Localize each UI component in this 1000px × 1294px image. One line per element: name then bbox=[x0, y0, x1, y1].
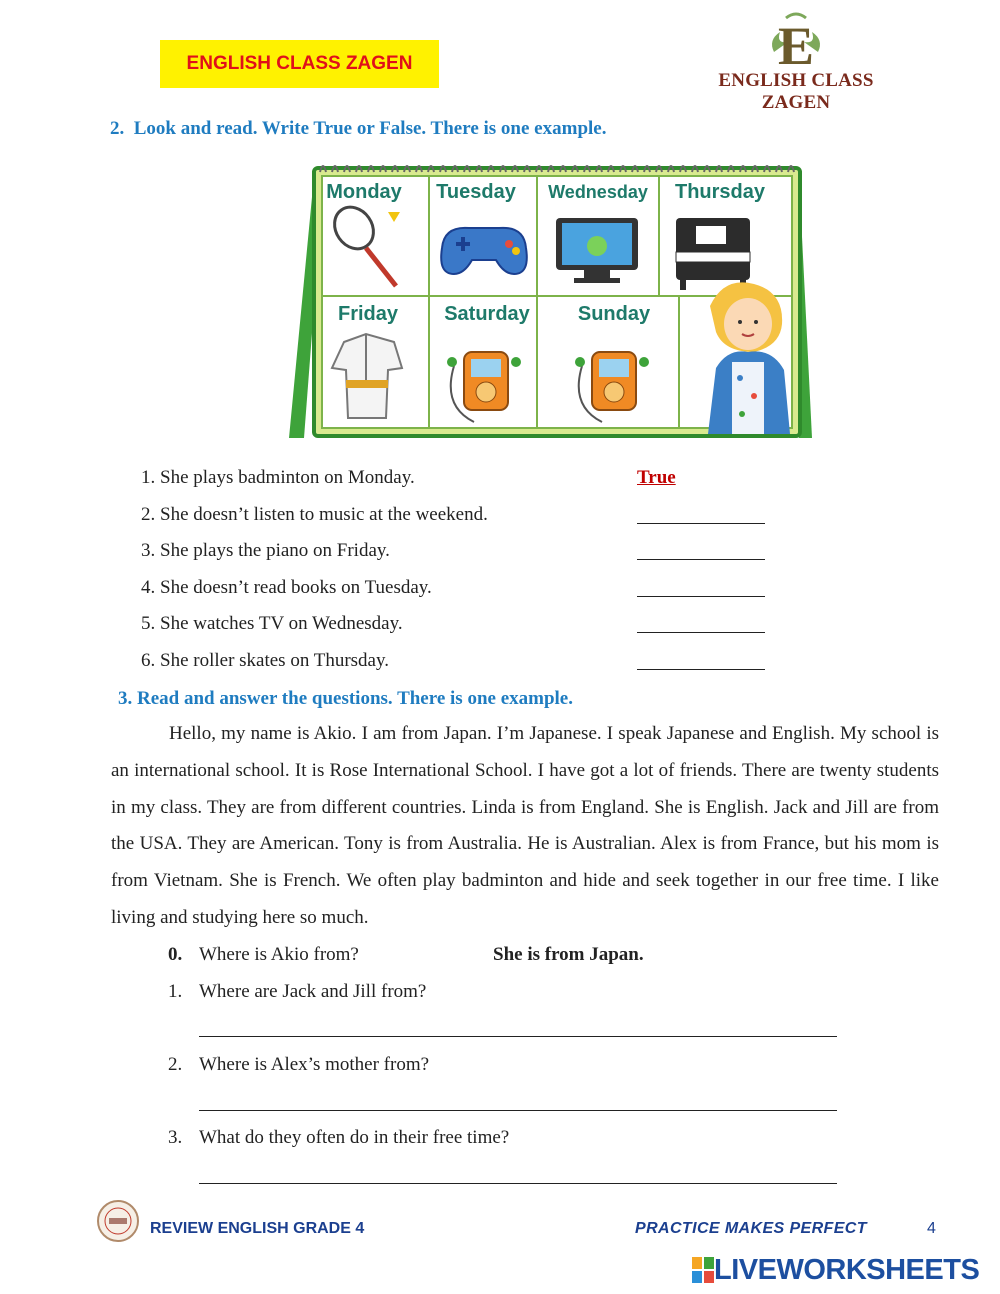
day-label-tuesday: Tuesday bbox=[436, 181, 516, 203]
statement-row bbox=[141, 540, 781, 566]
banner-text: ENGLISH CLASS ZAGEN bbox=[186, 53, 413, 74]
question-row bbox=[168, 1054, 868, 1080]
question-text: Where are Jack and Jill from? bbox=[199, 981, 427, 1002]
reading-passage: Hello, my name is Akio. I am from Japan. I’m Japanese. I speak Japanese and English. My school is an international school. It is Rose International School. I have got a lot of friends. There are twenty students in my class. They are from different countries. Linda is from England. She is English. Jack and Jill are from the USA. They are American. Tony is from Australia. He is Australian. Alex is from France, but his mom is from Vietnam. She is French. We often play badminton and hide and seek together in our free time. I like living and studying here so much. bbox=[111, 723, 939, 928]
statement-text: 4. She doesn’t read books on Tuesday. bbox=[141, 577, 432, 598]
footer-title: REVIEW ENGLISH GRADE 4 bbox=[150, 1220, 365, 1237]
answer-line[interactable] bbox=[199, 1035, 837, 1037]
section-3-heading: 3. Read and answer the questions. There is one example. bbox=[118, 688, 573, 709]
class-logo bbox=[708, 12, 884, 113]
statement-row bbox=[141, 467, 781, 493]
question-text: Where is Alex’s mother from? bbox=[199, 1054, 430, 1075]
statement-row bbox=[141, 577, 781, 603]
statement-text: 6. She roller skates on Thursday. bbox=[141, 650, 390, 671]
day-label-saturday: Saturday bbox=[444, 303, 530, 325]
answer-line[interactable] bbox=[199, 1109, 837, 1111]
example-answer: She is from Japan. bbox=[493, 944, 644, 965]
statement-row bbox=[141, 650, 781, 676]
question-row bbox=[168, 981, 868, 1007]
logo-e-icon bbox=[708, 12, 884, 72]
footer-slogan: PRACTICE MAKES PERFECT bbox=[635, 1220, 867, 1237]
question-number: 1. bbox=[168, 981, 183, 1002]
day-label-wednesday: Wednesday bbox=[548, 182, 648, 202]
header-banner bbox=[160, 40, 439, 88]
liveworksheets-text: LIVEWORKSHEETS bbox=[714, 1253, 980, 1286]
answer-blank[interactable] bbox=[637, 558, 765, 560]
piano-icon bbox=[676, 218, 750, 290]
question-number: 0. bbox=[168, 944, 183, 965]
answer-blank[interactable] bbox=[637, 631, 765, 633]
section-2-number: 2. bbox=[110, 118, 125, 139]
statement-text: 1. She plays badminton on Monday. bbox=[141, 467, 415, 488]
question-number: 2. bbox=[168, 1054, 183, 1075]
question-row bbox=[168, 1127, 868, 1153]
statement-row bbox=[141, 504, 781, 530]
statement-text: 5. She watches TV on Wednesday. bbox=[141, 613, 403, 634]
day-label-friday: Friday bbox=[337, 303, 399, 325]
question-number: 3. bbox=[168, 1127, 183, 1148]
statement-text: 2. She doesn’t listen to music at the weekend. bbox=[141, 504, 488, 525]
page-number: 4 bbox=[927, 1220, 936, 1237]
day-label-thursday: Thursday bbox=[674, 181, 766, 203]
statement-row bbox=[141, 613, 781, 639]
svg-text:E: E bbox=[777, 16, 815, 72]
section-2-heading bbox=[110, 118, 606, 140]
class-seal-icon bbox=[97, 1200, 139, 1242]
example-answer: True bbox=[637, 467, 676, 488]
answer-blank[interactable] bbox=[637, 668, 765, 670]
answer-blank[interactable] bbox=[637, 595, 765, 597]
question-text: What do they often do in their free time? bbox=[199, 1127, 510, 1148]
answer-blank[interactable] bbox=[637, 522, 765, 524]
liveworksheets-icon bbox=[692, 1257, 714, 1283]
day-label-sunday: Sunday bbox=[577, 303, 651, 325]
liveworksheets-logo bbox=[692, 1254, 979, 1286]
question-text: Where is Akio from? bbox=[199, 944, 359, 965]
example-question-row bbox=[168, 944, 868, 970]
answer-line[interactable] bbox=[199, 1182, 837, 1184]
day-label-monday: Monday bbox=[326, 181, 402, 203]
statement-text: 3. She plays the piano on Friday. bbox=[141, 540, 390, 561]
logo-text: ENGLISH CLASS ZAGEN bbox=[718, 70, 874, 113]
weekly-calendar-illustration bbox=[284, 156, 814, 444]
section-2-instruction: Look and read. Write True or False. There is one example. bbox=[133, 118, 607, 139]
